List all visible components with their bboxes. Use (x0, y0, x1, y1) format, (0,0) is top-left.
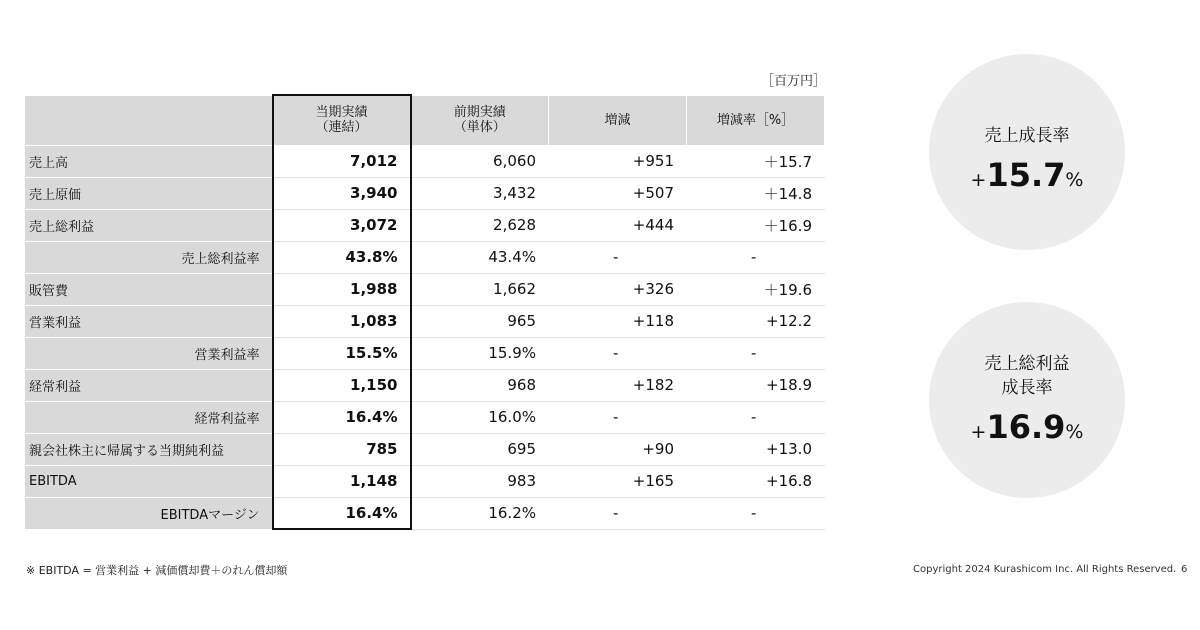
table-row (25, 465, 825, 497)
cell-change: +507 (549, 177, 687, 209)
table-row (25, 337, 825, 369)
cell-change: +951 (549, 145, 687, 177)
kpi-value (929, 156, 1125, 194)
ebitda-footnote: ※ EBITDA = 営業利益 + 減価償却費＋のれん償却額 (26, 564, 288, 577)
cell-change-rate: - (687, 241, 825, 273)
header-change-rate: 増減率［%］ (687, 95, 825, 145)
kpi-label (929, 352, 1125, 400)
cell-prior: 983 (411, 465, 549, 497)
table-row (25, 401, 825, 433)
cell-change-rate: +16.8 (687, 465, 825, 497)
table-row (25, 209, 825, 241)
cell-prior: 3,432 (411, 177, 549, 209)
cell-current: 16.4% (273, 401, 411, 433)
table-row (25, 305, 825, 337)
cell-change-rate: +13.0 (687, 433, 825, 465)
cell-prior: 16.0% (411, 401, 549, 433)
kpi-label-line1: 売上総利益 (984, 354, 1070, 374)
cell-prior: 16.2% (411, 497, 549, 529)
cell-current: 15.5% (273, 337, 411, 369)
table-row (25, 241, 825, 273)
copyright-footer: Copyright 2024 Kurashicom Inc. All Rights Reserved. (913, 564, 1177, 575)
kpi-number: 15.7 (986, 156, 1066, 194)
table-header-row (25, 95, 825, 145)
kpi-sign: + (970, 169, 987, 191)
row-label: EBITDA (25, 465, 273, 497)
cell-prior: 1,662 (411, 273, 549, 305)
cell-prior: 965 (411, 305, 549, 337)
kpi-label-line2: 成長率 (1001, 378, 1053, 398)
cell-prior: 6,060 (411, 145, 549, 177)
cell-prior: 695 (411, 433, 549, 465)
cell-current: 7,012 (273, 145, 411, 177)
header-prior-line2: （単体） (453, 120, 506, 135)
cell-change-rate: - (687, 337, 825, 369)
table-row (25, 433, 825, 465)
cell-change: +165 (549, 465, 687, 497)
cell-change-rate: - (687, 497, 825, 529)
row-label: 営業利益率 (25, 337, 273, 369)
cell-change: +90 (549, 433, 687, 465)
row-label: 販管費 (25, 273, 273, 305)
cell-change: +118 (549, 305, 687, 337)
cell-change-rate: - (687, 401, 825, 433)
row-label: 売上総利益 (25, 209, 273, 241)
header-current-line1: 当期実績 (315, 105, 368, 121)
table-row (25, 497, 825, 529)
cell-change: +444 (549, 209, 687, 241)
row-label: 経常利益 (25, 369, 273, 401)
kpi-circle-sales-growth (929, 54, 1125, 250)
cell-change: - (549, 337, 687, 369)
cell-change-rate: ＋16.9 (687, 209, 825, 241)
cell-prior: 15.9% (411, 337, 549, 369)
cell-current: 785 (273, 433, 411, 465)
cell-current: 3,940 (273, 177, 411, 209)
header-prior-line1: 前期実績 (453, 105, 506, 120)
cell-change: - (549, 401, 687, 433)
unit-label: ［百万円］ (760, 74, 826, 89)
cell-current: 3,072 (273, 209, 411, 241)
cell-current: 1,148 (273, 465, 411, 497)
cell-current: 1,083 (273, 305, 411, 337)
cell-prior: 968 (411, 369, 549, 401)
cell-current: 1,150 (273, 369, 411, 401)
header-current-line2: （連結） (315, 120, 368, 136)
cell-change-rate: +12.2 (687, 305, 825, 337)
page-number: 6 (1181, 564, 1188, 575)
row-label: 親会社株主に帰属する当期純利益 (25, 433, 273, 465)
row-label: 売上高 (25, 145, 273, 177)
row-label: 経常利益率 (25, 401, 273, 433)
header-prior-period (411, 95, 549, 145)
cell-change-rate: ＋14.8 (687, 177, 825, 209)
table-row (25, 145, 825, 177)
table-row (25, 273, 825, 305)
header-change: 増減 (549, 95, 687, 145)
table-row (25, 369, 825, 401)
cell-change-rate: ＋15.7 (687, 145, 825, 177)
cell-prior: 2,628 (411, 209, 549, 241)
row-label: 売上総利益率 (25, 241, 273, 273)
cell-current: 1,988 (273, 273, 411, 305)
kpi-sign: + (970, 421, 987, 443)
row-label: 売上原価 (25, 177, 273, 209)
cell-current: 43.8% (273, 241, 411, 273)
table-row (25, 177, 825, 209)
kpi-number: 16.9 (986, 408, 1066, 446)
cell-change: - (549, 497, 687, 529)
header-blank (25, 95, 273, 145)
kpi-unit: % (1065, 421, 1084, 443)
cell-current: 16.4% (273, 497, 411, 529)
cell-change-rate: ＋19.6 (687, 273, 825, 305)
kpi-circle-gross-profit-growth (929, 302, 1125, 498)
cell-change-rate: +18.9 (687, 369, 825, 401)
row-label: EBITDAマージン (25, 497, 273, 529)
kpi-unit: % (1065, 169, 1084, 191)
row-label: 営業利益 (25, 305, 273, 337)
cell-change: +182 (549, 369, 687, 401)
header-current-period (273, 95, 411, 145)
kpi-value (929, 408, 1125, 446)
kpi-label: 売上成長率 (984, 126, 1070, 146)
financial-results-table (24, 94, 825, 530)
cell-prior: 43.4% (411, 241, 549, 273)
cell-change: - (549, 241, 687, 273)
cell-change: +326 (549, 273, 687, 305)
